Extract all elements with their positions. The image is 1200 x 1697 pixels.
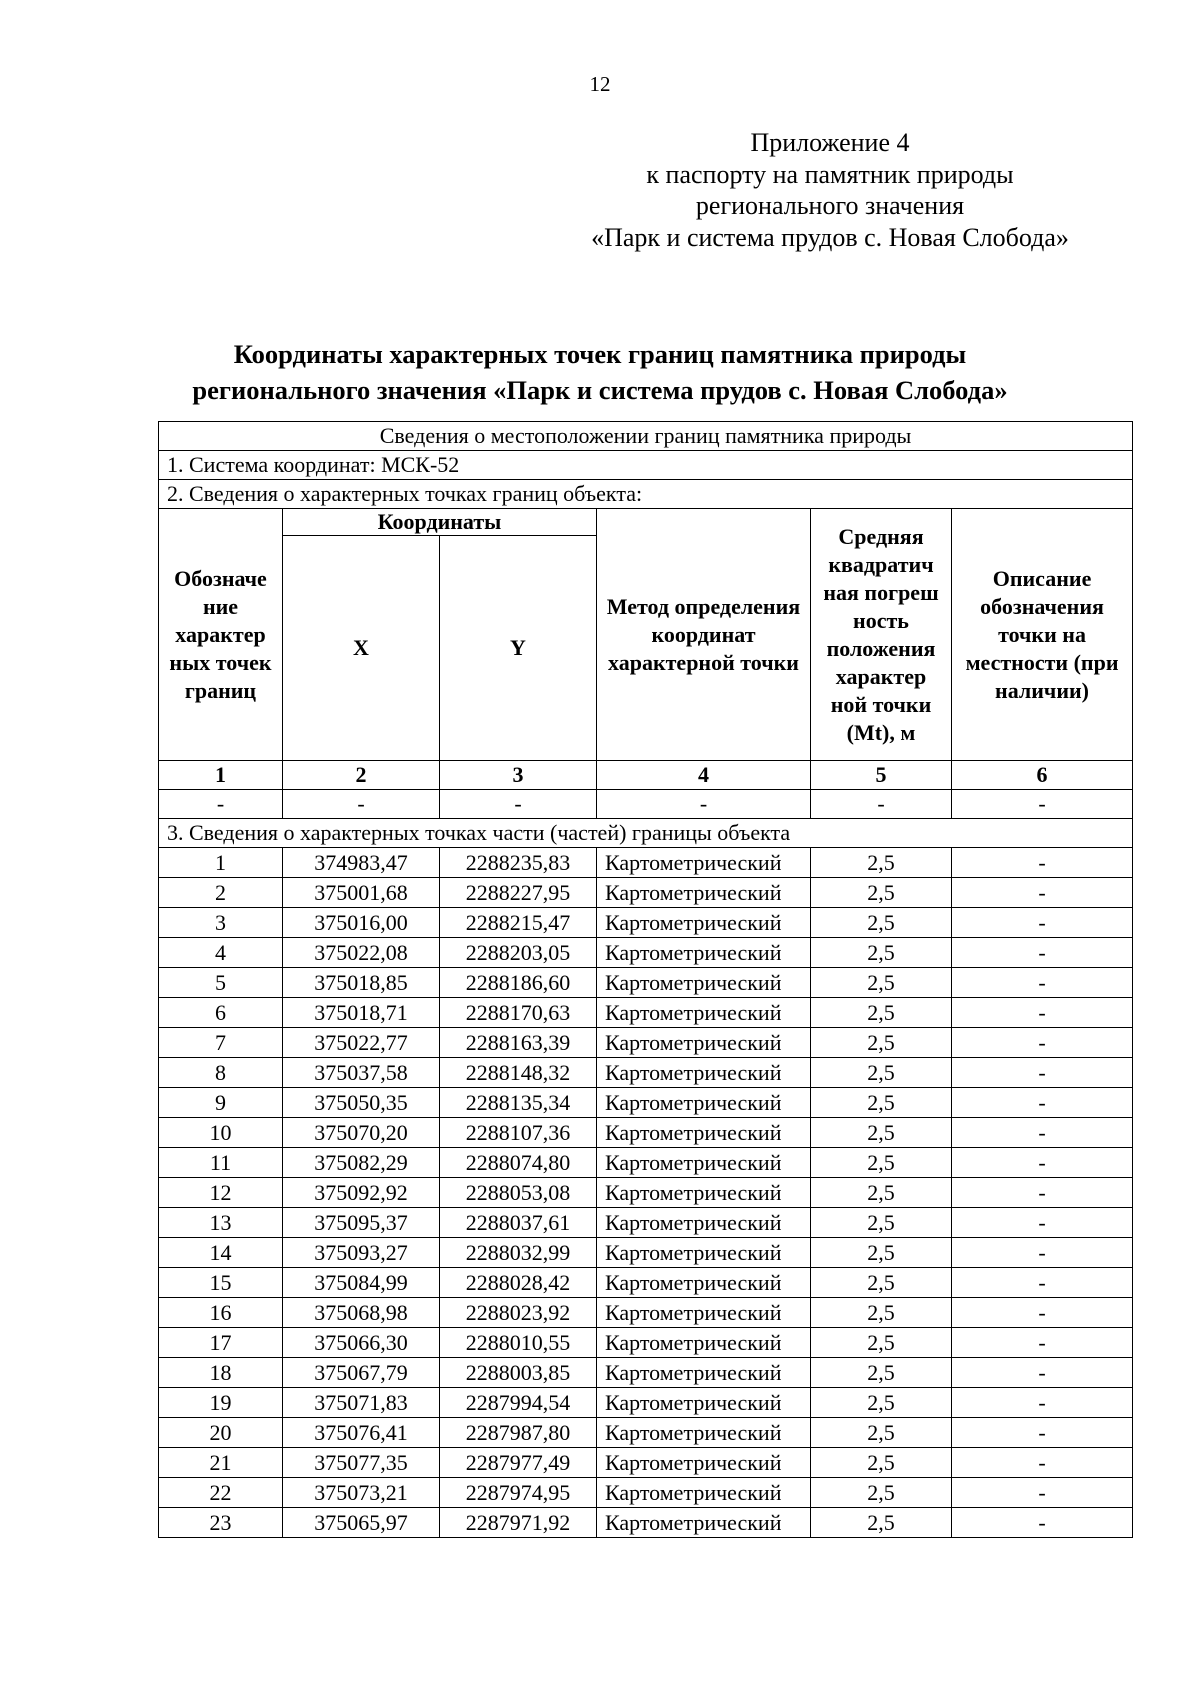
description-cell: - [952,1058,1133,1088]
empty-row [159,790,1133,819]
column-number: 3 [440,761,597,790]
error-cell: 2,5 [811,1298,952,1328]
table-row [159,908,1133,938]
method-cell: Картометрический [597,1118,811,1148]
empty-cell: - [440,790,597,819]
error-cell: 2,5 [811,1388,952,1418]
x-coordinate-cell: 375066,30 [283,1328,440,1358]
y-coordinate-cell: 2287977,49 [440,1448,597,1478]
point-number-cell: 3 [159,908,283,938]
table-row [159,1118,1133,1148]
y-coordinate-cell: 2288215,47 [440,908,597,938]
error-cell: 2,5 [811,998,952,1028]
point-number-cell: 5 [159,968,283,998]
section-coordinate-system: 1. Система координат: МСК-52 [159,451,1133,480]
description-cell: - [952,878,1133,908]
page-number: 12 [589,72,611,96]
error-cell: 2,5 [811,1178,952,1208]
method-cell: Картометрический [597,1058,811,1088]
method-cell: Картометрический [597,1358,811,1388]
description-cell: - [952,1208,1133,1238]
header-x: X [283,536,440,761]
description-cell: - [952,1328,1133,1358]
method-cell: Картометрический [597,1388,811,1418]
description-cell: - [952,1178,1133,1208]
point-number-cell: 6 [159,998,283,1028]
column-number: 5 [811,761,952,790]
appendix-line-4: «Парк и система прудов с. Новая Слобода» [591,222,1069,252]
error-cell: 2,5 [811,1148,952,1178]
y-coordinate-cell: 2287994,54 [440,1388,597,1418]
error-cell: 2,5 [811,1208,952,1238]
description-cell: - [952,938,1133,968]
description-cell: - [952,968,1133,998]
table-row [159,998,1133,1028]
table-row [159,1178,1133,1208]
error-cell: 2,5 [811,1118,952,1148]
description-cell: - [952,1118,1133,1148]
point-number-cell: 2 [159,878,283,908]
point-number-cell: 15 [159,1268,283,1298]
table-row [159,1208,1133,1238]
description-cell: - [952,1268,1133,1298]
table-row [159,1148,1133,1178]
y-coordinate-cell: 2288203,05 [440,938,597,968]
description-cell: - [952,1388,1133,1418]
error-cell: 2,5 [811,1328,952,1358]
column-number: 1 [159,761,283,790]
y-coordinate-cell: 2288107,36 [440,1118,597,1148]
table-row [159,1328,1133,1358]
error-cell: 2,5 [811,1058,952,1088]
x-coordinate-cell: 375067,79 [283,1358,440,1388]
x-coordinate-cell: 375071,83 [283,1388,440,1418]
y-coordinate-cell: 2287971,92 [440,1508,597,1538]
y-coordinate-cell: 2288053,08 [440,1178,597,1208]
header-method: Метод определения координат характерной точки [597,509,811,761]
y-coordinate-cell: 2287987,80 [440,1418,597,1448]
table-row [159,878,1133,908]
y-coordinate-cell: 2288037,61 [440,1208,597,1238]
method-cell: Картометрический [597,878,811,908]
point-number-cell: 22 [159,1478,283,1508]
point-number-cell: 1 [159,848,283,878]
section-part-points: 3. Сведения о характерных точках части (частей) границы объекта [159,819,1133,848]
column-number: 6 [952,761,1133,790]
y-coordinate-cell: 2288032,99 [440,1238,597,1268]
method-cell: Картометрический [597,998,811,1028]
error-cell: 2,5 [811,1268,952,1298]
empty-cell: - [283,790,440,819]
table-row [159,1028,1133,1058]
coordinates-table [158,421,1133,1538]
x-coordinate-cell: 375073,21 [283,1478,440,1508]
table-row [159,1058,1133,1088]
point-number-cell: 19 [159,1388,283,1418]
method-cell: Картометрический [597,968,811,998]
table-row [159,1418,1133,1448]
x-coordinate-cell: 375068,98 [283,1298,440,1328]
description-cell: - [952,1358,1133,1388]
x-coordinate-cell: 375093,27 [283,1238,440,1268]
description-cell: - [952,1028,1133,1058]
point-number-cell: 8 [159,1058,283,1088]
point-number-cell: 16 [159,1298,283,1328]
point-number-cell: 17 [159,1328,283,1358]
title-line-2: регионального значения «Парк и система прудов с. Новая Слобода» [192,375,1008,405]
y-coordinate-cell: 2288227,95 [440,878,597,908]
description-cell: - [952,1088,1133,1118]
description-cell: - [952,1298,1133,1328]
table-row [159,848,1133,878]
method-cell: Картометрический [597,1238,811,1268]
x-coordinate-cell: 374983,47 [283,848,440,878]
error-cell: 2,5 [811,878,952,908]
x-coordinate-cell: 375092,92 [283,1178,440,1208]
method-cell: Картометрический [597,1088,811,1118]
y-coordinate-cell: 2288023,92 [440,1298,597,1328]
y-coordinate-cell: 2288163,39 [440,1028,597,1058]
point-number-cell: 13 [159,1208,283,1238]
appendix-line-2: к паспорту на памятник природы [646,159,1014,189]
table-row [159,968,1133,998]
point-number-cell: 20 [159,1418,283,1448]
description-cell: - [952,1508,1133,1538]
x-coordinate-cell: 375022,08 [283,938,440,968]
point-number-cell: 14 [159,1238,283,1268]
error-cell: 2,5 [811,1508,952,1538]
error-cell: 2,5 [811,1418,952,1448]
method-cell: Картометрический [597,938,811,968]
y-coordinate-cell: 2288170,63 [440,998,597,1028]
y-coordinate-cell: 2287974,95 [440,1478,597,1508]
error-cell: 2,5 [811,908,952,938]
description-cell: - [952,998,1133,1028]
x-coordinate-cell: 375018,71 [283,998,440,1028]
x-coordinate-cell: 375050,35 [283,1088,440,1118]
document-title [150,336,1050,408]
y-coordinate-cell: 2288235,83 [440,848,597,878]
y-coordinate-cell: 2288135,34 [440,1088,597,1118]
error-cell: 2,5 [811,1238,952,1268]
table-row [159,1448,1133,1478]
error-cell: 2,5 [811,1358,952,1388]
x-coordinate-cell: 375077,35 [283,1448,440,1478]
title-line-1: Координаты характерных точек границ памятника природы [233,339,967,369]
method-cell: Картометрический [597,1178,811,1208]
description-cell: - [952,848,1133,878]
error-cell: 2,5 [811,1028,952,1058]
description-cell: - [952,908,1133,938]
error-cell: 2,5 [811,938,952,968]
method-cell: Картометрический [597,1328,811,1358]
point-number-cell: 21 [159,1448,283,1478]
error-cell: 2,5 [811,968,952,998]
method-cell: Картометрический [597,908,811,938]
error-cell: 2,5 [811,1448,952,1478]
description-cell: - [952,1478,1133,1508]
error-cell: 2,5 [811,848,952,878]
x-coordinate-cell: 375001,68 [283,878,440,908]
table-row [159,1478,1133,1508]
table-row [159,1268,1133,1298]
point-number-cell: 18 [159,1358,283,1388]
point-number-cell: 12 [159,1178,283,1208]
y-coordinate-cell: 2288186,60 [440,968,597,998]
x-coordinate-cell: 375082,29 [283,1148,440,1178]
empty-cell: - [952,790,1133,819]
table-row [159,1388,1133,1418]
empty-cell: - [811,790,952,819]
y-coordinate-cell: 2288148,32 [440,1058,597,1088]
table-caption: Сведения о местоположении границ памятника природы [159,422,1133,451]
x-coordinate-cell: 375016,00 [283,908,440,938]
description-cell: - [952,1148,1133,1178]
method-cell: Картометрический [597,848,811,878]
method-cell: Картометрический [597,1448,811,1478]
appendix-line-3: регионального значения [695,191,965,220]
x-coordinate-cell: 375018,85 [283,968,440,998]
point-number-cell: 11 [159,1148,283,1178]
x-coordinate-cell: 375037,58 [283,1058,440,1088]
table-row [159,1298,1133,1328]
x-coordinate-cell: 375084,99 [283,1268,440,1298]
table-row [159,1088,1133,1118]
y-coordinate-cell: 2288010,55 [440,1328,597,1358]
description-cell: - [952,1238,1133,1268]
table-row [159,1358,1133,1388]
appendix-line-1: Приложение 4 [750,128,910,157]
y-coordinate-cell: 2288028,42 [440,1268,597,1298]
column-numbers-row [159,761,1133,790]
header-designation: Обозначе ние характер ных точек границ [159,509,283,761]
point-number-cell: 9 [159,1088,283,1118]
point-number-cell: 7 [159,1028,283,1058]
method-cell: Картометрический [597,1298,811,1328]
x-coordinate-cell: 375095,37 [283,1208,440,1238]
header-description: Описание обозначения точки на местности (при наличии) [952,509,1133,761]
error-cell: 2,5 [811,1088,952,1118]
error-cell: 2,5 [811,1478,952,1508]
method-cell: Картометрический [597,1418,811,1448]
point-number-cell: 10 [159,1118,283,1148]
y-coordinate-cell: 2288074,80 [440,1148,597,1178]
empty-cell: - [159,790,283,819]
description-cell: - [952,1418,1133,1448]
point-number-cell: 23 [159,1508,283,1538]
description-cell: - [952,1448,1133,1478]
table-row [159,1508,1133,1538]
header-y: Y [440,536,597,761]
column-number: 4 [597,761,811,790]
x-coordinate-cell: 375070,20 [283,1118,440,1148]
point-number-cell: 4 [159,938,283,968]
header-error: Средняя квадратич ная погреш ность положения характер ной точки (Mt), м [811,509,952,761]
x-coordinate-cell: 375076,41 [283,1418,440,1448]
column-number: 2 [283,761,440,790]
table-row [159,1238,1133,1268]
table-row [159,938,1133,968]
section-boundary-points: 2. Сведения о характерных точках границ объекта: [159,480,1133,509]
method-cell: Картометрический [597,1028,811,1058]
y-coordinate-cell: 2288003,85 [440,1358,597,1388]
empty-cell: - [597,790,811,819]
appendix-heading [560,127,1100,253]
method-cell: Картометрический [597,1478,811,1508]
header-coordinates: Координаты [283,509,597,536]
method-cell: Картометрический [597,1268,811,1298]
method-cell: Картометрический [597,1148,811,1178]
x-coordinate-cell: 375022,77 [283,1028,440,1058]
method-cell: Картометрический [597,1208,811,1238]
x-coordinate-cell: 375065,97 [283,1508,440,1538]
method-cell: Картометрический [597,1508,811,1538]
